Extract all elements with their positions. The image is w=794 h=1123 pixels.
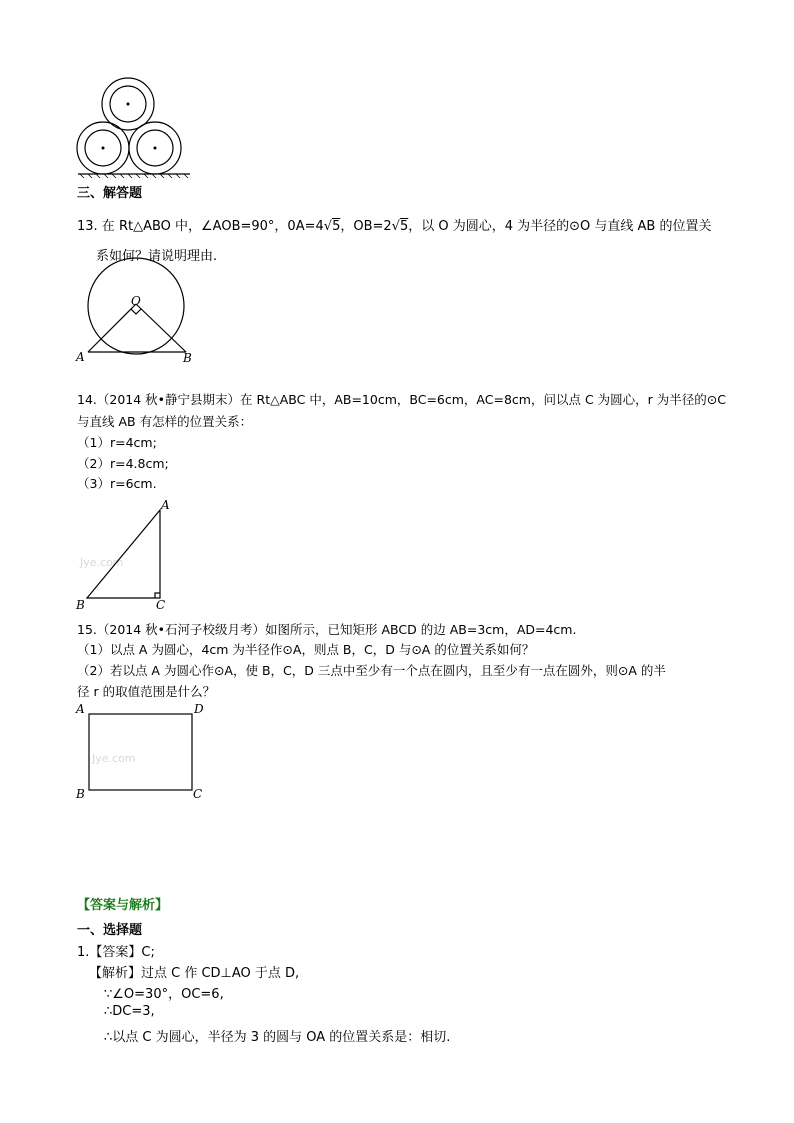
q13-coef-b: 2 <box>383 219 392 234</box>
q13-circle-figure <box>80 265 200 360</box>
q15-item2b: 径 r 的取值范围是什么？ <box>77 684 216 699</box>
q13-coef-a: 4 <box>315 219 324 234</box>
analysis-step2: ∴DC=3, <box>104 1004 155 1019</box>
q14-item2: （2）r=4.8cm; <box>77 456 169 471</box>
q13-line1 <box>77 215 711 234</box>
analysis-line: 【解析】过点 C 作 CD⊥AO 于点 D, <box>89 966 300 981</box>
q15-rectangle-figure <box>88 713 194 793</box>
q13-text-c: ，以 O 为圆心，4 为半径的⊙O 与直线 AB 的位置关 <box>408 219 712 234</box>
q15-watermark: Jye.com <box>92 752 136 765</box>
q15-item2a: （2）若以点 A 为圆心作⊙A，使 B，C，D 三点中至少有一个点在圆内，且至少有一点在圆外，则⊙A 的半 <box>77 663 666 678</box>
q15-label-b: B <box>76 787 85 801</box>
analysis-step3: ∴以点 C 为圆心，半径为 3 的圆与 OA 的位置关系是：相切. <box>104 1030 451 1045</box>
analysis-step1: ∵∠O=30°，OC=6, <box>104 987 224 1002</box>
q14-item1: （1）r=4cm; <box>77 435 157 450</box>
q13-rad-b: 5 <box>399 219 409 234</box>
q13-line2: 系如何？请说明理由. <box>96 249 218 264</box>
section-one-heading: 一、选择题 <box>77 923 143 938</box>
q13-label-b: B <box>183 351 192 365</box>
sqrt-symbol-a: √ <box>323 219 333 234</box>
answers-heading: 【答案与解析】 <box>77 898 169 913</box>
q15-item1: （1）以点 A 为圆心，4cm 为半径作⊙A，则点 B，C，D 与⊙A 的位置关系如何？ <box>77 642 535 657</box>
q14-watermark: Jye.com <box>80 556 124 569</box>
q13-text-a: 13. 在 Rt△ABO 中，∠AOB=90°，0A= <box>77 219 316 234</box>
sqrt-symbol-b: √ <box>391 219 400 234</box>
q13-rad-a: 5 <box>332 219 341 234</box>
section-three-heading: 三、解答题 <box>77 186 143 201</box>
q14-line1: 14.（2014 秋•静宁县期末）在 Rt△ABC 中，AB=10cm，BC=6cm，AC=8cm，问以点 C 为圆心，r 为半径的⊙C <box>77 392 726 407</box>
q13-text-b: ，OB= <box>340 219 384 234</box>
q15-label-d: D <box>194 702 204 716</box>
q13-label-a: A <box>76 350 85 364</box>
q14-label-a: A <box>161 498 170 512</box>
q13-label-o: O <box>131 294 141 308</box>
three-circles-figure <box>76 78 192 178</box>
q14-line2: 与直线 AB 有怎样的位置关系： <box>77 414 253 429</box>
q14-label-c: C <box>156 598 166 612</box>
answer-1: 1.【答案】C; <box>77 945 155 960</box>
q15-label-c: C <box>193 787 203 801</box>
q14-item3: （3）r=6cm. <box>77 476 157 491</box>
q14-label-b: B <box>76 598 85 612</box>
q15-label-a: A <box>76 702 85 716</box>
q15-line1: 15.（2014 秋•石河子校级月考）如图所示，已知矩形 ABCD 的边 AB=3cm，AD=4cm. <box>77 622 577 637</box>
q14-triangle-figure <box>85 508 165 600</box>
